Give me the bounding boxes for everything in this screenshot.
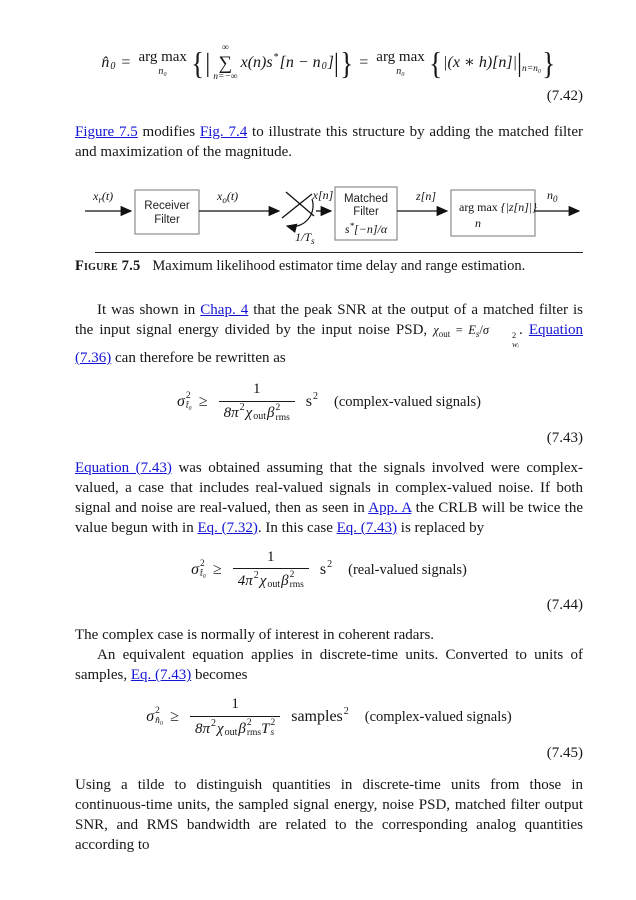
math-atom: 2 <box>155 706 160 717</box>
math-atom <box>146 707 163 727</box>
text-segment: It was shown in <box>97 302 201 318</box>
math-atom <box>276 404 290 424</box>
math-atom: / <box>479 323 483 337</box>
link-figure-7-5[interactable]: Figure 7.5 <box>75 124 138 140</box>
paragraph-discrete-units <box>75 645 583 685</box>
math-atom: 2 <box>270 718 276 729</box>
math-atom: n̂ <box>101 54 110 71</box>
equation-7-42-math <box>75 44 583 82</box>
math-atom: out <box>438 329 451 339</box>
text-segment: can therefore be rewritten as <box>111 350 286 366</box>
math-atom: s <box>270 728 275 739</box>
math-atom: ∞ <box>222 43 229 53</box>
math-atom: samples <box>291 708 343 726</box>
text-segment: that the peak SNR at the output of a matched filter is the input signal energy divided by the input noise PSD, <box>75 302 583 338</box>
math-atom: } <box>542 45 556 81</box>
math-atom: rms <box>246 728 262 739</box>
math-atom: 1 <box>231 696 239 713</box>
text-segment: the CRLB will be twice the value begun with in <box>75 499 583 536</box>
math-atom: { <box>191 45 205 81</box>
math-atom: wᵢ <box>512 338 520 349</box>
link-equation-7-43[interactable]: Equation (7.43) <box>75 459 172 476</box>
math-atom: 2 <box>211 717 216 729</box>
paragraph-tilde <box>75 775 583 855</box>
math-atom: 2 <box>313 390 319 402</box>
paragraph-crlb <box>75 458 583 538</box>
matched-filter-label: Filter <box>353 206 379 218</box>
math-atom: arg max <box>376 48 425 65</box>
units-label <box>306 392 319 412</box>
math-atom <box>490 331 519 348</box>
math-atom: 4π <box>237 573 253 590</box>
text-segment: modifies <box>137 124 200 140</box>
math-atom: rms <box>289 580 304 591</box>
math-atom: = <box>121 54 131 71</box>
argmax-operator <box>138 50 186 77</box>
math-atom: out <box>224 726 238 738</box>
summation-operator <box>213 44 237 82</box>
math-atom: | <box>333 48 339 78</box>
fraction <box>190 695 280 739</box>
math-atom: 8π <box>194 720 210 737</box>
figure-caption <box>75 256 583 276</box>
math-atom: 1 <box>267 548 275 565</box>
math-atom: 2 <box>200 558 205 569</box>
receiver-filter-label: Filter <box>154 214 180 226</box>
equation-number: (7.45) <box>546 745 583 762</box>
equation-7-43 <box>75 380 583 448</box>
math-atom: 2 <box>239 402 245 414</box>
paragraph-figure-intro <box>75 122 583 162</box>
equation-number: (7.43) <box>546 429 583 446</box>
math-atom: σ <box>191 560 199 578</box>
sampled-signal-label: x[n] <box>312 188 334 202</box>
math-atom: | <box>517 48 523 78</box>
math-atom: |(x ∗ h)[n]| <box>443 54 517 71</box>
math-atom <box>186 392 192 412</box>
text-segment: is replaced by <box>397 519 485 536</box>
math-atom: [n − n <box>279 54 321 71</box>
math-atom: out <box>253 411 267 423</box>
receiver-filter-label: Receiver <box>144 200 190 212</box>
math-atom <box>200 560 206 580</box>
math-atom: T <box>261 720 270 737</box>
equation-7-44-math <box>75 548 583 592</box>
math-atom: ∑ <box>218 52 233 74</box>
math-atom: } <box>340 45 354 81</box>
math-atom: 2 <box>246 718 252 729</box>
math-atom: { <box>428 45 442 81</box>
block-diagram <box>79 186 584 248</box>
math-atom: 1 <box>252 381 261 397</box>
math-atom: n=−∞ <box>213 71 238 82</box>
math-atom: 2 <box>343 706 349 718</box>
math-atom: x(n)s <box>240 54 273 71</box>
math-atom: χ <box>259 573 267 590</box>
math-atom: n₀ <box>396 65 405 77</box>
math-atom: arg max <box>138 48 187 65</box>
text-segment: becomes <box>191 667 248 684</box>
link-equation-7-36[interactable]: Equation (7.36) <box>75 322 583 366</box>
sampler-switch <box>282 192 314 227</box>
math-atom <box>233 568 309 591</box>
fraction <box>219 380 295 424</box>
units-label <box>320 560 333 580</box>
math-atom: 8π <box>223 405 239 422</box>
math-atom <box>247 719 261 739</box>
math-atom: | <box>205 48 211 78</box>
text-segment: Using a tilde to distinguish quantities in discrete-time units from those in continuous-time units, the sampled signal energy, noise PSD, matched filter output SNR, and RMS bandwidth are related to the corresponding analog quantities according to <box>75 777 583 854</box>
math-atom: n₀ <box>158 65 167 77</box>
text-segment: An equivalent equation applies in discrete-time units. Converted to units of samples, <box>75 647 583 684</box>
equation-7-43-math <box>75 380 583 424</box>
argmax-label: arg max {|z[n]|} <box>459 200 537 214</box>
math-atom: ] <box>327 54 334 71</box>
math-atom: ≥ <box>198 392 208 410</box>
math-atom: = <box>450 323 469 337</box>
math-atom: t̂₀ <box>200 568 206 579</box>
math-atom: n=n₀ <box>522 63 542 74</box>
math-atom <box>219 401 295 424</box>
matched-filter-impulse-response: s*[−n]/α <box>344 221 388 236</box>
equation-7-44 <box>75 548 583 616</box>
units-label <box>291 707 350 727</box>
math-atom: χ <box>217 720 224 737</box>
math-atom <box>443 53 517 73</box>
link-app-a[interactable]: App. A <box>368 499 412 516</box>
text-segment: was obtained assuming that the signals involved were complex-valued, a case that includes real-valued signals in complex-valued noise. If both signal and noise are real-valued, then as seen in <box>75 459 583 516</box>
math-atom: s <box>305 392 313 410</box>
text-segment: . In this case <box>257 519 337 536</box>
equation-number: (7.44) <box>546 597 583 614</box>
math-atom: σ <box>482 323 490 337</box>
math-atom <box>101 53 116 73</box>
math-atom <box>241 53 334 73</box>
math-atom <box>191 560 206 580</box>
math-atom: ≥ <box>212 560 222 578</box>
link-chap-4[interactable]: Chap. 4 <box>200 302 249 318</box>
link-eq-7-32[interactable]: Eq. (7.32) <box>197 519 258 536</box>
figure-caption-label: Figure 7.5 <box>75 258 141 274</box>
math-atom: β <box>281 573 289 590</box>
math-atom: n̂₀ <box>155 716 164 727</box>
math-atom <box>190 716 280 739</box>
text-segment: to illustrate this structure by adding the matched filter and maximization of the magnitude. <box>75 124 583 160</box>
math-atom: s <box>319 560 327 578</box>
sample-rate-label: $1/T_s$ <box>295 230 315 246</box>
matched-filter-label: Matched <box>343 193 389 205</box>
input-signal-label: $x_r(t)$ <box>93 189 114 205</box>
paragraph-complex-case <box>75 625 583 645</box>
link-eq-7-43[interactable]: Eq. (7.43) <box>336 519 398 536</box>
argmax-operator <box>376 50 424 77</box>
math-atom: E <box>468 323 476 337</box>
math-atom: σ <box>146 708 155 726</box>
math-atom: β <box>238 720 246 737</box>
output-label: $n_0$ <box>547 188 558 204</box>
text-segment: . <box>519 322 529 338</box>
evaluation-bar <box>517 48 542 78</box>
math-atom: 2 <box>253 570 259 582</box>
math-atom: β <box>267 405 275 422</box>
math-atom: 2 <box>185 390 191 401</box>
figure-7-5 <box>75 186 583 276</box>
equation-note: (real-valued signals) <box>348 561 467 578</box>
math-atom: 2 <box>289 570 295 581</box>
receiver-filter-box <box>135 190 199 234</box>
math-atom <box>270 719 275 739</box>
math-atom: out <box>267 579 281 591</box>
math-atom: 2 <box>327 558 333 570</box>
equation-7-45-math <box>75 695 583 739</box>
equation-note: (complex-valued signals) <box>364 709 512 726</box>
fraction <box>233 548 309 592</box>
figure-rule <box>95 252 583 253</box>
math-atom: 0 <box>110 61 116 72</box>
math-atom <box>290 571 304 591</box>
math-atom <box>177 392 192 412</box>
equation-7-42 <box>75 44 583 106</box>
math-atom: 0 <box>321 61 327 72</box>
inline-math-snr <box>433 323 520 349</box>
math-atom <box>155 707 163 727</box>
filtered-signal-label: $x_o(t)$ <box>217 189 239 205</box>
equation-note: (complex-valued signals) <box>334 393 481 410</box>
link-fig-7-4[interactable]: Fig. 7.4 <box>199 124 248 140</box>
matched-filter-output-label: z[n] <box>416 189 437 203</box>
figure-caption-text: Maximum likelihood estimator time delay and range estimation. <box>152 258 526 274</box>
text-segment: The complex case is normally of interest in coherent radars. <box>75 627 435 644</box>
math-atom: t̂₀ <box>185 400 192 411</box>
paragraph-snr <box>75 300 583 368</box>
math-atom: 2 <box>275 402 281 413</box>
math-atom: rms <box>275 412 290 423</box>
math-atom: σ <box>177 392 185 410</box>
equation-number: (7.42) <box>546 88 583 104</box>
math-atom: = <box>359 54 369 71</box>
math-atom: χ <box>433 323 439 337</box>
math-atom: s <box>475 329 480 339</box>
link-eq-7-43-discrete[interactable]: Eq. (7.43) <box>130 667 192 684</box>
math-atom: ≥ <box>170 708 179 726</box>
argmax-limit-label: n <box>475 216 481 230</box>
math-atom: * <box>273 52 279 63</box>
math-atom: 2 <box>512 330 517 340</box>
equation-7-45 <box>75 695 583 763</box>
math-atom: χ <box>245 405 253 422</box>
